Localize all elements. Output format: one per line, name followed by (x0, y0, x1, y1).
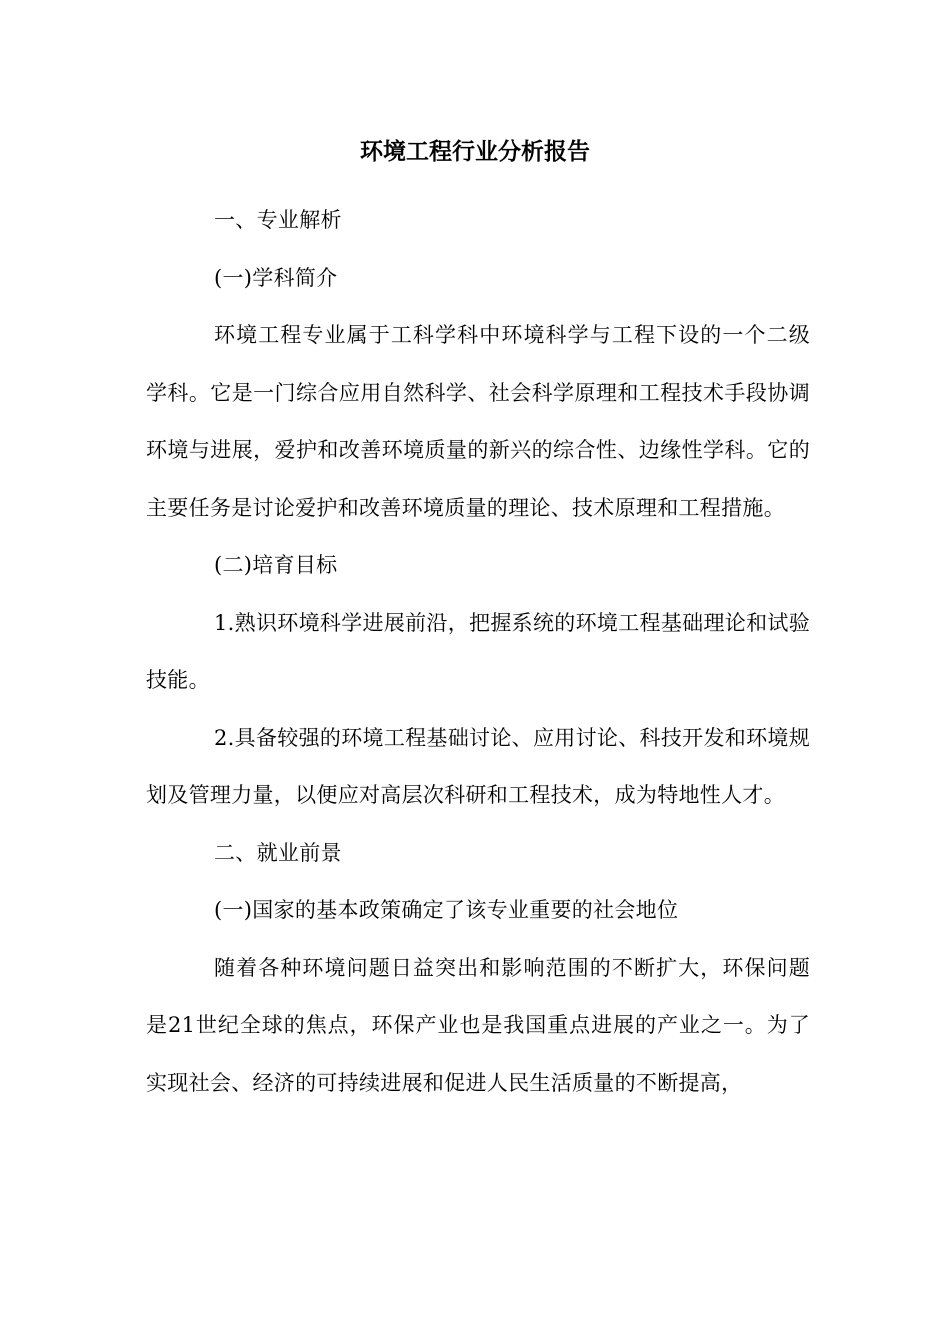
document-body (146, 192, 810, 1112)
subheading-discipline-intro: (一)学科简介 (214, 265, 338, 290)
paragraph-goal-2: 2.具备较强的环境工程基础讨论、应用讨论、科技开发和环境规划及管理力量，以便应对高层次科研和工程技术，成为特地性人才。 (146, 725, 810, 807)
paragraph-discipline-intro: 环境工程专业属于工科学科中环境科学与工程下设的一个二级学科。它是一门综合应用自然科学、社会科学原理和工程技术手段协调环境与进展，爱护和改善环境质量的新兴的综合性、边缘性学科。它的主要任务是讨论爱护和改善环境质量的理论、技术原理和工程措施。 (146, 323, 810, 520)
paragraph-goal-1: 1.熟识环境科学进展前沿，把握系统的环境工程基础理论和试验技能。 (146, 610, 810, 692)
paragraph-employment-outlook: 随着各种环境问题日益突出和影响范围的不断扩大，环保问题是21世纪全球的焦点，环保产业也是我国重点进展的产业之一。为了实现社会、经济的可持续进展和促进人民生活质量的不断提高， (146, 955, 810, 1095)
subheading-training-goals: (二)培育目标 (214, 553, 338, 577)
heading-section-1: 一、专业解析 (214, 208, 342, 232)
heading-section-2: 二、就业前景 (214, 840, 342, 865)
subheading-national-policy: (一)国家的基本政策确定了该专业重要的社会地位 (214, 898, 679, 922)
document-title: 环境工程行业分析报告 (360, 139, 590, 165)
